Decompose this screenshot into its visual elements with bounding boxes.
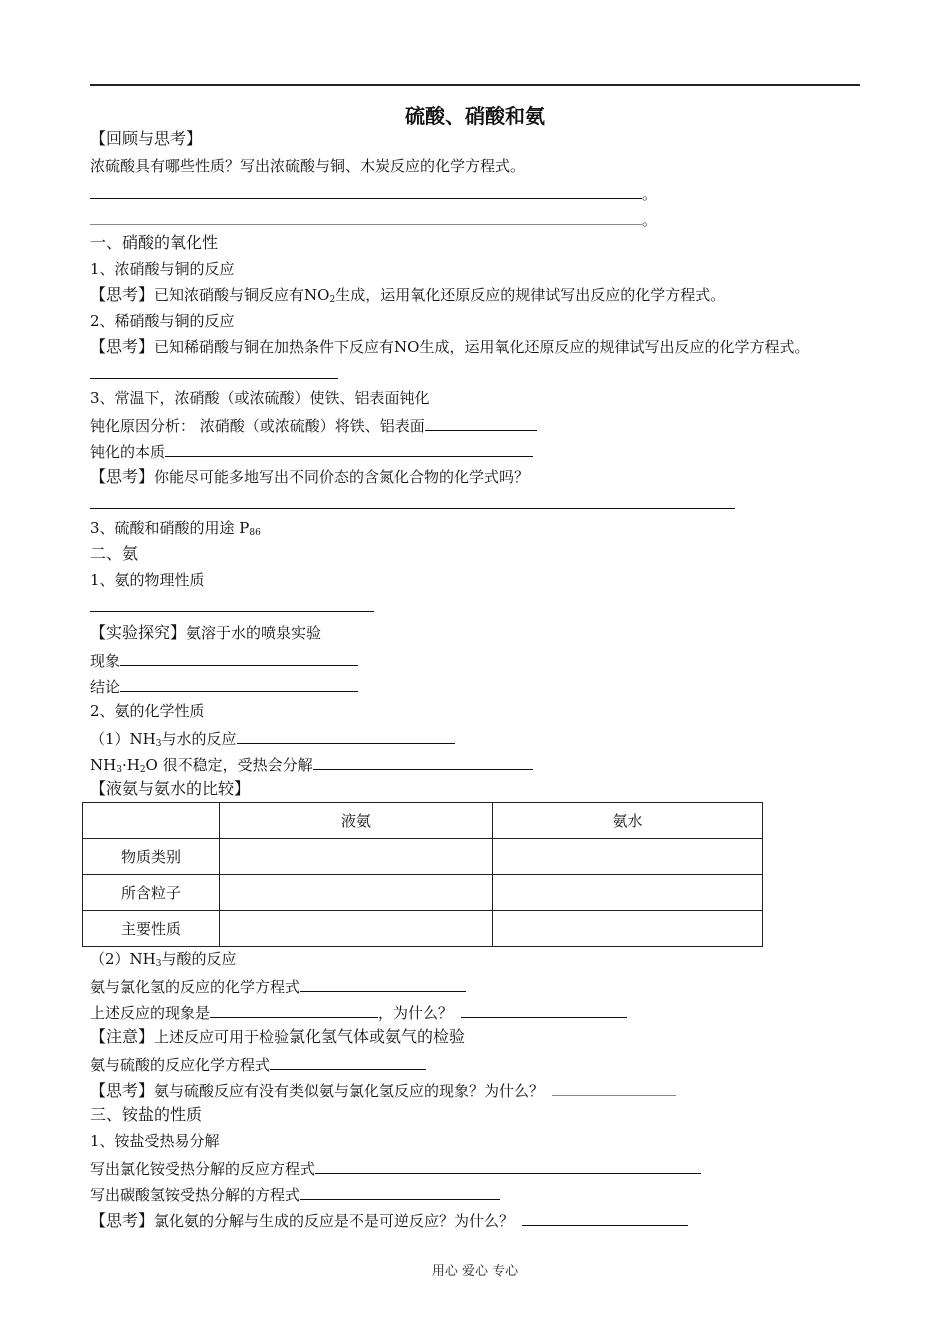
sec1-think-1 [90,285,725,305]
blank[interactable] [120,675,358,692]
table-header-row [83,803,763,839]
formula: ·H [121,756,140,774]
nh3h2o-row [90,753,533,775]
section-3-heading: 三、铵盐的性质 [90,1105,203,1124]
table-header-cell [83,803,220,839]
label: 与水的反应 [161,730,237,748]
formula: NO [304,286,330,304]
blank[interactable] [300,975,466,992]
blank[interactable] [315,1157,701,1174]
note-label: 【注意】 [90,1027,155,1046]
compare-heading: 【液氨与氨水的比较】 [90,779,251,798]
subscript: 2 [329,295,336,305]
hcl-equation-row [90,975,466,997]
experiment [90,623,321,643]
table-header-cell: 液氨 [220,803,493,839]
blank[interactable] [461,1001,627,1018]
label: O 很不稳定，受热会分解 [145,756,313,774]
think-text: 氯化氨的分解与生成的反应是不是可逆反应？为什么？ [154,1212,515,1230]
end-mark: 。 [642,211,658,229]
blank[interactable] [270,1053,426,1070]
page-footer: 用心 爱心 专心 [431,1264,519,1279]
table-cell[interactable] [493,875,763,911]
think-text: 你能尽可能多地写出不同价态的含氮化合物的化学式吗？ [154,468,530,486]
sec3-think-5 [90,1209,688,1231]
table-row-label: 所含粒子 [83,875,220,911]
blank[interactable] [90,182,642,199]
nh4cl-row [90,1157,701,1179]
label: 现象 [90,652,121,670]
label: 3、硫酸和硝酸的用途 P [90,519,250,537]
table-cell[interactable] [220,911,493,947]
think-text: 已知稀硝酸与铜在加热条件下反应有NO生成，运用氧化还原反应的规律试写出反应的化学方程式。 [154,338,810,356]
think-label: 【思考】 [90,285,155,304]
review-heading: 【回顾与思考】 [90,129,203,148]
review-answer-line-1 [90,182,657,204]
reaction-2 [90,949,237,969]
reaction-1 [90,727,455,749]
answer-blank[interactable] [90,611,374,612]
blank[interactable] [90,208,642,225]
table-row [83,839,763,875]
label: 结论 [90,678,121,696]
sec1-item-1: 1、浓硝酸与铜的反应 [90,260,235,278]
think-label: 【思考】 [90,337,155,356]
label: 氨与硫酸的反应化学方程式 [90,1056,271,1074]
subscript: 2 [139,765,146,775]
label: 与酸的反应 [161,950,237,968]
subscript: 3 [155,739,162,749]
sec1-think-3 [90,467,529,487]
note-row [90,1027,465,1047]
answer-blank[interactable] [90,508,735,509]
think-text: 生成，运用氧化还原反应的规律试写出反应的化学方程式。 [335,286,726,304]
think-label: 【思考】 [90,1081,155,1100]
blank[interactable] [552,1079,676,1096]
sec1-think-2 [90,337,809,357]
exp-label: 【实验探究】 [90,623,187,642]
table-row [83,875,763,911]
end-mark: 。 [642,185,658,203]
label: 写出氯化铵受热分解的反应方程式 [90,1160,316,1178]
sec1-item-3: 3、常温下，浓硝酸（或浓硫酸）使铁、铝表面钝化 [90,389,430,407]
label: 上述反应的现象是 [90,1004,211,1022]
blank[interactable] [300,1183,500,1200]
h2so4-equation-row [90,1053,426,1075]
table-cell[interactable] [220,839,493,875]
conclusion-row [90,675,358,697]
phenomenon-why-row [90,1001,627,1023]
table-row-label: 物质类别 [83,839,220,875]
label: 氨与氯化氢的反应的化学方程式 [90,978,301,996]
label: 钝化原因分析： 浓硝酸（或浓硫酸）将铁、铝表面 [90,417,425,435]
think-text: 已知浓硝酸与铜反应有 [154,286,305,304]
review-question: 浓硫酸具有哪些性质？写出浓硫酸与铜、木炭反应的化学方程式。 [90,157,526,175]
page-title: 硫酸、硝酸和氨 [405,104,545,128]
section-2-heading: 二、氨 [90,544,139,563]
sec2-item-1: 1、氨的物理性质 [90,571,205,589]
review-answer-line-2 [90,208,657,230]
note-text: 上述反应可用于检验 [154,1028,290,1046]
think-label: 【思考】 [90,1211,155,1230]
subscript: 3 [116,765,122,775]
formula: NH [90,756,117,774]
nh4hco3-row [90,1183,500,1205]
blank[interactable] [210,1001,378,1018]
blank[interactable] [165,440,533,457]
label: （1）NH [90,730,156,748]
label: ，为什么？ [378,1004,454,1022]
comparison-table [82,802,763,947]
blank[interactable] [522,1209,688,1226]
table-cell[interactable] [493,911,763,947]
header-rule [90,84,860,86]
sec2-item-2: 2、氨的化学性质 [90,702,205,720]
sec1-item-2: 2、稀硝酸与铜的反应 [90,312,235,330]
blank[interactable] [120,649,358,666]
passivation-reason [90,414,537,436]
sec1-item-4 [90,518,261,538]
label: （2）NH [90,950,156,968]
answer-blank[interactable] [90,378,338,379]
table-row-label: 主要性质 [83,911,220,947]
subscript: 3 [155,959,162,969]
note-emphasis: 氯化氢气体或氨气的检验 [289,1027,466,1046]
passivation-essence [90,440,533,462]
blank[interactable] [237,727,455,744]
label: 钝化的本质 [90,443,166,461]
think-label: 【思考】 [90,467,155,486]
table-cell[interactable] [220,875,493,911]
subscript: 86 [249,528,261,538]
blank[interactable] [313,753,533,770]
think-text: 氨与硫酸反应有没有类似氨与氯化氢反应的现象？为什么？ [154,1082,545,1100]
table-row [83,911,763,947]
sec3-item-1: 1、铵盐受热易分解 [90,1132,220,1150]
table-cell[interactable] [493,839,763,875]
table-header-cell: 氨水 [493,803,763,839]
label: 写出碳酸氢铵受热分解的方程式 [90,1186,301,1204]
section-1-heading: 一、硝酸的氧化性 [90,233,219,252]
phenomenon-row [90,649,358,671]
sec2-think-4 [90,1079,676,1101]
exp-text: 氨溶于水的喷泉实验 [186,624,322,642]
blank[interactable] [425,414,537,431]
